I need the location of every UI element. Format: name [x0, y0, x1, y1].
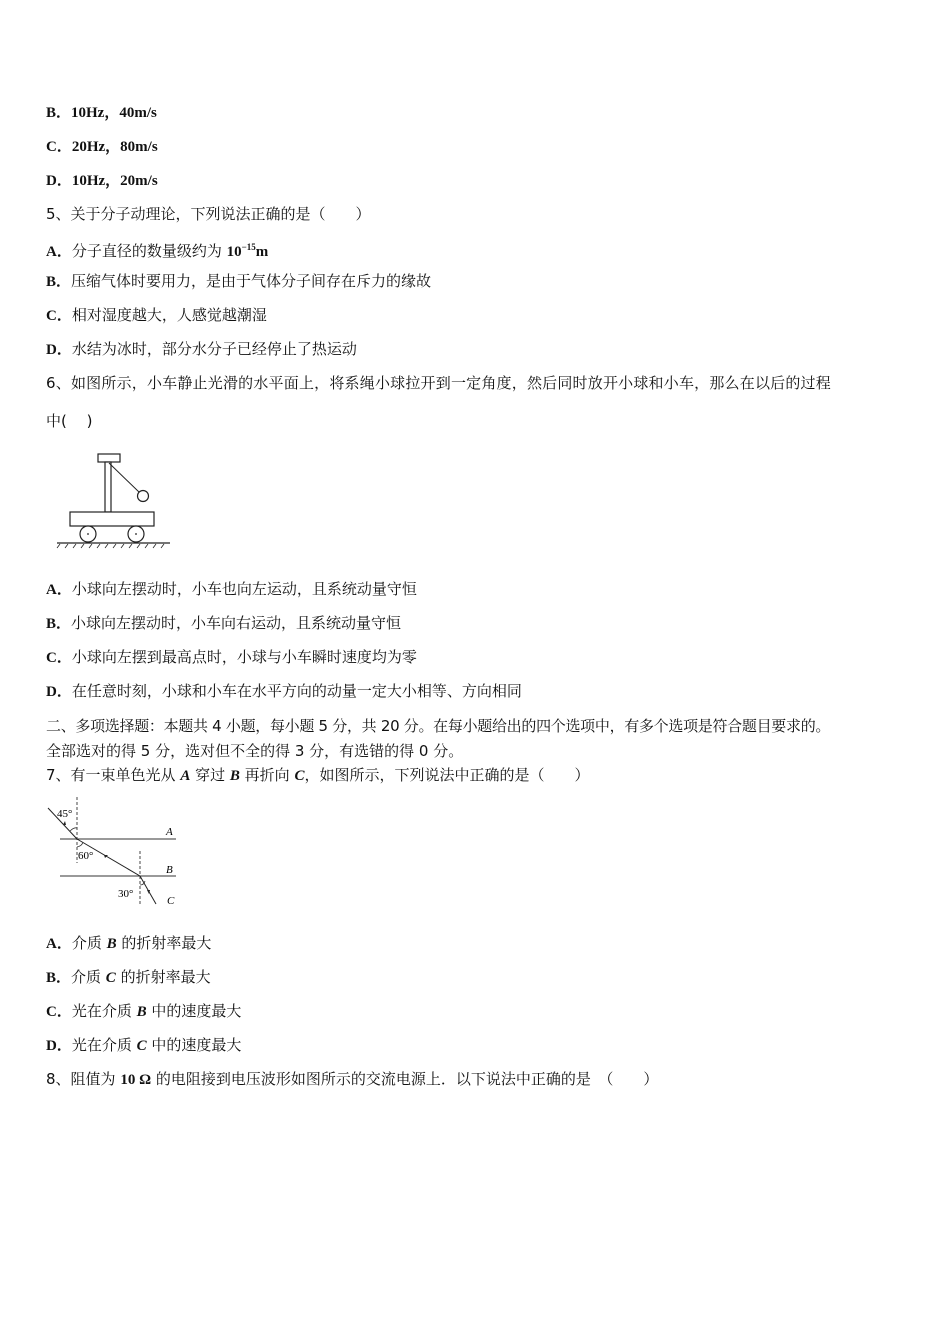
q6-stem-line2: 中( ) [46, 412, 93, 430]
q7-option-b [46, 967, 211, 988]
medium-label: C [294, 768, 305, 784]
magnitude-exponent: −15 [241, 242, 256, 252]
q4-option-b [46, 102, 157, 123]
option-text: 相对湿度越大，人感觉越潮湿 [71, 306, 267, 324]
q5-option-b [46, 271, 431, 292]
stem-text: 穿过 [190, 766, 230, 784]
refraction-diagram [40, 795, 190, 915]
option-text: 中的速度最大 [146, 1036, 242, 1054]
option-letter: A． [46, 936, 72, 952]
stem-text: 7、有一束单色光从 [46, 766, 181, 784]
pendulum-cart-diagram [52, 448, 177, 553]
option-text: 分子直径的数量级约为 [71, 242, 227, 260]
option-text: 小球向左摆动时，小车也向左运动，且系统动量守恒 [71, 580, 417, 598]
stem-text: 的电阻接到电压波形如图所示的交流电源上．以下说法中正确的是 （ ） [151, 1070, 659, 1088]
medium-label: B [229, 768, 240, 784]
option-letter: C． [46, 650, 72, 666]
option-letter: B． [46, 970, 72, 986]
option-text: 介质 [71, 968, 106, 986]
option-text: 小球向左摆到最高点时，小球与小车瞬时速度均为零 [71, 648, 417, 666]
option-text: 的折射率最大 [115, 968, 211, 986]
stem-text: 8、阻值为 [46, 1070, 121, 1088]
option-text: 中的速度最大 [146, 1002, 242, 1020]
q4-option-c [46, 136, 158, 157]
option-letter: C． [46, 1004, 72, 1020]
option-text: 20Hz，80m/s [71, 139, 158, 155]
q4-option-d [46, 170, 158, 191]
option-text: 光在介质 [71, 1036, 137, 1054]
option-text: 10Hz，40m/s [71, 105, 157, 121]
option-text: 水结为冰时，部分水分子已经停止了热运动 [71, 340, 357, 358]
q6-stem-line1: 6、如图所示，小车静止光滑的水平面上，将系绳小球拉开到一定角度，然后同时放开小球和小车，那么在以后的过程 [46, 374, 831, 392]
resistance-value: 10 Ω [120, 1072, 152, 1088]
option-letter: C． [46, 139, 72, 155]
q6-option-c [46, 647, 417, 668]
medium-b-label: B [166, 864, 173, 876]
q7-stem [46, 765, 589, 786]
q6-option-b [46, 613, 401, 634]
option-text: 压缩气体时要用力，是由于气体分子间存在斥力的缘故 [71, 272, 432, 290]
q7-option-d [46, 1035, 241, 1056]
option-text: 介质 [71, 934, 107, 952]
q5-option-a [46, 237, 268, 262]
option-letter: C． [46, 308, 72, 324]
option-text: 的折射率最大 [116, 934, 212, 952]
q5-option-d [46, 339, 357, 360]
option-letter: B． [46, 274, 72, 290]
option-letter: D． [46, 173, 72, 189]
option-letter: D． [46, 342, 72, 358]
q6-option-d [46, 681, 522, 702]
q5-option-c [46, 305, 267, 326]
option-text: 小球向左摆动时，小车向右运动，且系统动量守恒 [71, 614, 402, 632]
option-text: 光在介质 [71, 1002, 137, 1020]
section2-instructions-line2: 全部选对的得 5 分，选对但不全的得 3 分，有选错的得 0 分。 [46, 742, 464, 760]
option-letter: B． [46, 616, 72, 632]
option-letter: B． [46, 105, 72, 121]
medium-c-label: C [167, 895, 175, 907]
medium-label: C [105, 970, 116, 986]
unit: m [255, 244, 269, 260]
medium-label: C [136, 1038, 147, 1054]
medium-a-label: A [166, 826, 173, 838]
option-text: 10Hz，20m/s [71, 173, 158, 189]
angle-label: 45° [57, 808, 73, 820]
option-letter: A． [46, 244, 72, 260]
option-letter: D． [46, 1038, 72, 1054]
angle-label: 30° [118, 888, 134, 900]
section2-instructions-line1: 二、多项选择题：本题共 4 小题，每小题 5 分，共 20 分。在每小题给出的四个选项中，有多个选项是符合题目要求的。 [46, 717, 831, 735]
option-text: 在任意时刻，小球和小车在水平方向的动量一定大小相等、方向相同 [71, 682, 522, 700]
stem-text: 再折向 [239, 766, 295, 784]
q7-option-a [46, 933, 211, 954]
q8-stem [46, 1069, 658, 1090]
medium-label: B [106, 936, 117, 952]
q5-stem: 5、关于分子动理论，下列说法正确的是（ ） [46, 205, 371, 223]
angle-label: 60° [78, 850, 94, 862]
option-letter: A． [46, 582, 72, 598]
magnitude-value: 10 [226, 244, 242, 260]
q6-option-a [46, 579, 417, 600]
q7-option-c [46, 1001, 241, 1022]
medium-label: A [180, 768, 191, 784]
stem-text: ，如图所示，下列说法中正确的是（ ） [304, 766, 590, 784]
option-letter: D． [46, 684, 72, 700]
medium-label: B [136, 1004, 147, 1020]
